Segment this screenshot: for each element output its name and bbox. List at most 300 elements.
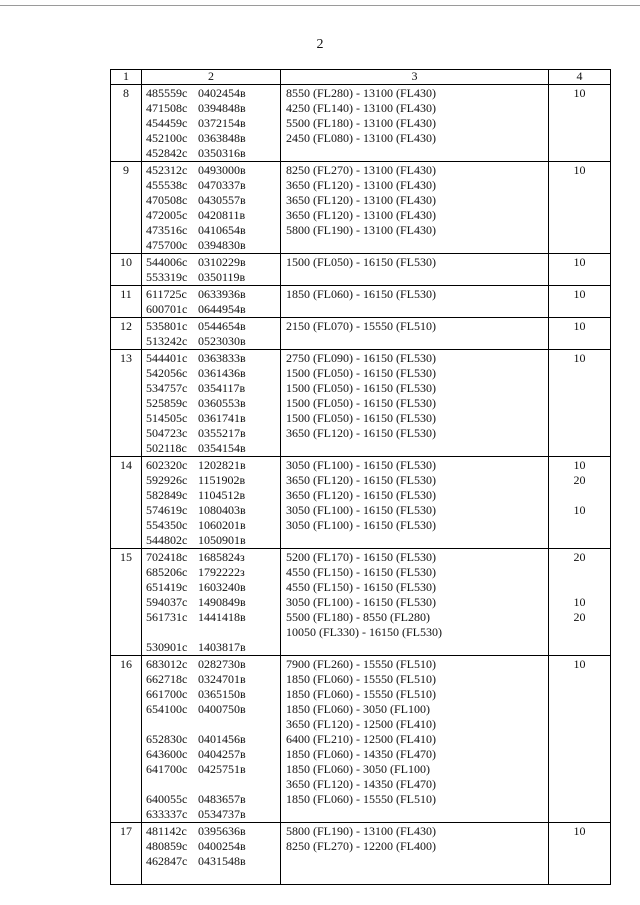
latitude: 662718с — [146, 672, 188, 686]
row-number: 15 — [111, 549, 142, 656]
coordinate-line — [142, 839, 280, 854]
value: 10 — [573, 351, 586, 365]
column-header: 1 — [111, 70, 142, 85]
coordinate-line — [142, 473, 280, 488]
coordinate-line — [142, 657, 280, 672]
longitude: 0402454в — [198, 86, 246, 100]
row-number: 16 — [111, 656, 142, 823]
coordinate-line — [142, 101, 280, 116]
latitude: 525859с — [146, 396, 188, 410]
longitude: 0365150в — [198, 687, 246, 701]
coordinate-line — [142, 747, 280, 762]
value-cell — [549, 162, 611, 254]
longitude: 0310229в — [198, 255, 246, 269]
value — [549, 178, 610, 193]
longitude: 1685824з — [198, 550, 245, 564]
latitude: 514505с — [146, 411, 188, 425]
flight-level-range: 1850 (FL060) - 3050 (FL100) — [286, 702, 430, 716]
value — [549, 640, 610, 655]
longitude: 0410654в — [198, 223, 246, 237]
value-cell — [549, 656, 611, 823]
value — [549, 839, 610, 854]
coordinates-cell — [142, 457, 281, 549]
coordinate-line — [142, 426, 280, 441]
value: 10 — [573, 595, 586, 609]
flight-level-range: 3650 (FL120) - 13100 (FL430) — [286, 208, 436, 222]
latitude: 480859с — [146, 839, 188, 853]
flight-level-range: 3650 (FL120) - 12500 (FL410) — [286, 717, 436, 731]
longitude: 0361436в — [198, 366, 246, 380]
coordinate-line — [142, 518, 280, 533]
airspace-table — [110, 69, 611, 885]
value: 10 — [573, 319, 586, 333]
coordinate-line — [142, 86, 280, 101]
flight-level-range: 1850 (FL060) - 3050 (FL100) — [286, 762, 430, 776]
longitude: 0483657в — [198, 792, 246, 806]
longitude: 0350316в — [198, 146, 246, 160]
flight-level-range: 5200 (FL170) - 16150 (FL530) — [286, 550, 436, 564]
coordinate-line — [142, 319, 280, 334]
latitude: 561731с — [146, 610, 188, 624]
latitude: 661700с — [146, 687, 188, 701]
value — [549, 792, 610, 807]
latitude: 544401с — [146, 351, 188, 365]
flight-level-range — [281, 146, 548, 161]
coordinate-line — [142, 595, 280, 610]
flight-level-range: 4550 (FL150) - 16150 (FL530) — [286, 565, 436, 579]
value — [549, 580, 610, 595]
flight-level-range: 3650 (FL120) - 16150 (FL530) — [286, 488, 436, 502]
longitude: 1151902в — [198, 473, 246, 487]
latitude: 643600с — [146, 747, 188, 761]
latitude: 475700с — [146, 238, 188, 252]
value-cell — [549, 549, 611, 656]
table-header-row — [111, 70, 611, 85]
value — [549, 687, 610, 702]
column-header: 4 — [549, 70, 611, 85]
flight-level-range: 3050 (FL100) - 16150 (FL530) — [286, 595, 436, 609]
latitude: 485559с — [146, 86, 188, 100]
flight-level-range: 4550 (FL150) - 16150 (FL530) — [286, 580, 436, 594]
coordinate-line — [142, 223, 280, 238]
longitude: 0544654в — [198, 319, 246, 333]
coordinate-line — [142, 458, 280, 473]
row-number: 9 — [111, 162, 142, 254]
latitude: 651419с — [146, 580, 188, 594]
longitude: 1050901в — [198, 533, 246, 547]
latitude: 592926с — [146, 473, 188, 487]
flight-level-range: 3650 (FL120) - 16150 (FL530) — [286, 473, 436, 487]
longitude: 0493000в — [198, 163, 246, 177]
latitude: 481142с — [146, 824, 187, 838]
latitude: 452312с — [146, 163, 188, 177]
value — [549, 193, 610, 208]
coordinate-line — [142, 777, 280, 792]
coordinate-line — [142, 270, 280, 285]
row-number: 11 — [111, 286, 142, 318]
coordinates-cell — [142, 254, 281, 286]
value: 10 — [573, 86, 586, 100]
coordinates-cell — [142, 823, 281, 885]
value — [549, 270, 610, 285]
longitude: 0404257в — [198, 747, 246, 761]
table-row — [111, 350, 611, 457]
table-row — [111, 162, 611, 254]
latitude: 513242с — [146, 334, 188, 348]
flight-levels-cell — [281, 318, 549, 350]
coordinate-line — [142, 640, 280, 655]
table-row — [111, 823, 611, 885]
coordinate-line — [142, 824, 280, 839]
latitude: 452100с — [146, 131, 188, 145]
coordinate-line — [142, 411, 280, 426]
flight-level-range: 5800 (FL190) - 13100 (FL430) — [286, 223, 436, 237]
table-row — [111, 254, 611, 286]
value: 10 — [573, 287, 586, 301]
flight-level-range: 2450 (FL080) - 13100 (FL430) — [286, 131, 436, 145]
value-cell — [549, 350, 611, 457]
coordinate-line — [142, 334, 280, 349]
coordinate-line — [142, 792, 280, 807]
coordinate-line — [142, 441, 280, 456]
latitude: 454459с — [146, 116, 188, 130]
longitude: 0363848в — [198, 131, 246, 145]
coordinate-line — [142, 163, 280, 178]
value-cell — [549, 286, 611, 318]
flight-level-range: 1850 (FL060) - 15550 (FL510) — [286, 672, 436, 686]
coordinate-line — [142, 366, 280, 381]
flight-level-range: 7900 (FL260) - 15550 (FL510) — [286, 657, 436, 671]
coordinate-line — [142, 717, 280, 732]
value: 20 — [573, 550, 586, 564]
coordinate-line — [142, 488, 280, 503]
latitude: 471508с — [146, 101, 188, 115]
value: 10 — [573, 255, 586, 269]
latitude: 542056с — [146, 366, 188, 380]
flight-levels-cell — [281, 549, 549, 656]
flight-levels-cell — [281, 656, 549, 823]
flight-level-range — [281, 533, 548, 548]
flight-level-range: 8250 (FL270) - 13100 (FL430) — [286, 163, 436, 177]
flight-level-range: 3650 (FL120) - 13100 (FL430) — [286, 178, 436, 192]
coordinate-line — [142, 732, 280, 747]
longitude: 1060201в — [198, 518, 246, 532]
coordinate-line — [142, 565, 280, 580]
table-row — [111, 656, 611, 823]
longitude: 0523030в — [198, 334, 246, 348]
coordinates-cell — [142, 549, 281, 656]
latitude: 652830с — [146, 732, 188, 746]
value: 10 — [573, 163, 586, 177]
table-row — [111, 457, 611, 549]
flight-level-range: 1500 (FL050) - 16150 (FL530) — [286, 381, 436, 395]
flight-level-range — [281, 807, 548, 822]
latitude: 654100с — [146, 702, 188, 716]
value — [549, 101, 610, 116]
value — [549, 396, 610, 411]
longitude: 1104512в — [198, 488, 246, 502]
coordinate-line — [142, 255, 280, 270]
coordinates-cell — [142, 162, 281, 254]
table-row — [111, 286, 611, 318]
flight-level-range — [281, 334, 548, 349]
coordinate-line — [142, 396, 280, 411]
latitude: 502118с — [146, 441, 187, 455]
coordinate-line — [142, 287, 280, 302]
value — [549, 302, 610, 317]
latitude: 472005с — [146, 208, 188, 222]
longitude: 0394848в — [198, 101, 246, 115]
coordinate-line — [142, 702, 280, 717]
flight-level-range — [281, 869, 548, 884]
value — [549, 777, 610, 792]
coordinate-line — [142, 381, 280, 396]
value — [549, 625, 610, 640]
flight-level-range: 2750 (FL090) - 16150 (FL530) — [286, 351, 436, 365]
value — [549, 441, 610, 456]
longitude: 0355217в — [198, 426, 246, 440]
flight-level-range: 5500 (FL180) - 8550 (FL280) — [286, 610, 430, 624]
longitude: 0354117в — [198, 381, 246, 395]
latitude: 544802с — [146, 533, 188, 547]
latitude: 462847с — [146, 854, 188, 868]
latitude: 641700с — [146, 762, 188, 776]
coordinate-line — [142, 854, 280, 869]
flight-levels-cell — [281, 457, 549, 549]
latitude: 470508с — [146, 193, 188, 207]
coordinate-line — [142, 533, 280, 548]
flight-level-range: 3650 (FL120) - 16150 (FL530) — [286, 426, 436, 440]
coordinates-cell — [142, 350, 281, 457]
longitude: 1441418в — [198, 610, 246, 624]
latitude: 594037с — [146, 595, 188, 609]
row-number: 13 — [111, 350, 142, 457]
latitude: 535801с — [146, 319, 188, 333]
longitude: 0282730в — [198, 657, 246, 671]
value — [549, 717, 610, 732]
latitude: 553319с — [146, 270, 188, 284]
flight-level-range: 3050 (FL100) - 16150 (FL530) — [286, 458, 436, 472]
value — [549, 411, 610, 426]
coordinate-line — [142, 351, 280, 366]
value-cell — [549, 254, 611, 286]
longitude: 0534737в — [198, 807, 246, 821]
coordinate-line — [142, 687, 280, 702]
coordinate-line — [142, 762, 280, 777]
value — [549, 747, 610, 762]
flight-level-range: 5500 (FL180) - 13100 (FL430) — [286, 116, 436, 130]
latitude: 582849с — [146, 488, 188, 502]
coordinate-line — [142, 131, 280, 146]
value — [549, 223, 610, 238]
coordinate-line — [142, 869, 280, 884]
value — [549, 366, 610, 381]
column-header: 2 — [142, 70, 281, 85]
flight-levels-cell — [281, 286, 549, 318]
flight-level-range: 1500 (FL050) - 16150 (FL530) — [286, 396, 436, 410]
longitude: 0644954в — [198, 302, 246, 316]
flight-level-range — [281, 238, 548, 253]
flight-level-range: 1850 (FL060) - 15550 (FL510) — [286, 792, 436, 806]
value — [549, 518, 610, 533]
value — [549, 565, 610, 580]
latitude: 544006с — [146, 255, 188, 269]
longitude: 1403817в — [198, 640, 246, 654]
coordinate-line — [142, 193, 280, 208]
value — [549, 762, 610, 777]
latitude: 611725с — [146, 287, 187, 301]
table-row — [111, 318, 611, 350]
column-header: 3 — [281, 70, 549, 85]
value — [549, 381, 610, 396]
flight-level-range: 1500 (FL050) - 16150 (FL530) — [286, 411, 436, 425]
longitude: 0360553в — [198, 396, 246, 410]
row-number: 8 — [111, 85, 142, 162]
flight-level-range: 3050 (FL100) - 16150 (FL530) — [286, 518, 436, 532]
longitude: 0400750в — [198, 702, 246, 716]
flight-levels-cell — [281, 254, 549, 286]
value — [549, 116, 610, 131]
flight-level-range: 8250 (FL270) - 12200 (FL400) — [286, 839, 436, 853]
row-number: 10 — [111, 254, 142, 286]
longitude: 1080403в — [198, 503, 246, 517]
coordinate-line — [142, 625, 280, 640]
value — [549, 869, 610, 884]
coordinate-line — [142, 550, 280, 565]
flight-level-range: 1500 (FL050) - 16150 (FL530) — [286, 255, 436, 269]
coordinate-line — [142, 208, 280, 223]
coordinates-cell — [142, 318, 281, 350]
longitude: 1792222з — [198, 565, 245, 579]
value — [549, 238, 610, 253]
value — [549, 854, 610, 869]
value — [549, 334, 610, 349]
table-row — [111, 549, 611, 656]
value: 10 — [573, 657, 586, 671]
flight-levels-cell — [281, 823, 549, 885]
longitude: 0361741в — [198, 411, 246, 425]
latitude: 455538с — [146, 178, 188, 192]
value — [549, 533, 610, 548]
value — [549, 208, 610, 223]
coordinate-line — [142, 238, 280, 253]
longitude: 0470337в — [198, 178, 246, 192]
value-cell — [549, 85, 611, 162]
longitude: 0324701в — [198, 672, 246, 686]
latitude: 640055с — [146, 792, 188, 806]
coordinate-line — [142, 116, 280, 131]
flight-level-range: 6400 (FL210) - 12500 (FL410) — [286, 732, 436, 746]
latitude: 633337с — [146, 807, 188, 821]
latitude: 600701с — [146, 302, 188, 316]
flight-level-range: 1500 (FL050) - 16150 (FL530) — [286, 366, 436, 380]
longitude: 1490849в — [198, 595, 246, 609]
flight-level-range — [281, 270, 548, 285]
flight-level-range: 3650 (FL120) - 13100 (FL430) — [286, 193, 436, 207]
value — [549, 807, 610, 822]
value: 20 — [573, 473, 586, 487]
table-row — [111, 85, 611, 162]
flight-levels-cell — [281, 350, 549, 457]
longitude: 0363833в — [198, 351, 246, 365]
longitude: 0400254в — [198, 839, 246, 853]
coordinate-line — [142, 807, 280, 822]
coordinate-line — [142, 178, 280, 193]
row-number: 12 — [111, 318, 142, 350]
latitude: 683012с — [146, 657, 188, 671]
flight-level-range: 3050 (FL100) - 16150 (FL530) — [286, 503, 436, 517]
flight-level-range — [281, 441, 548, 456]
coordinate-line — [142, 503, 280, 518]
value: 10 — [573, 503, 586, 517]
latitude: 602320с — [146, 458, 188, 472]
value — [549, 146, 610, 161]
flight-level-range: 8550 (FL280) - 13100 (FL430) — [286, 86, 436, 100]
coordinate-line — [142, 146, 280, 161]
coordinate-line — [142, 580, 280, 595]
longitude: 0395636в — [198, 824, 246, 838]
value — [549, 426, 610, 441]
row-number: 14 — [111, 457, 142, 549]
latitude: 574619с — [146, 503, 188, 517]
flight-level-range — [281, 302, 548, 317]
value — [549, 488, 610, 503]
value — [549, 672, 610, 687]
flight-level-range: 1850 (FL060) - 14350 (FL470) — [286, 747, 436, 761]
flight-level-range: 1850 (FL060) - 15550 (FL510) — [286, 687, 436, 701]
longitude: 0425751в — [198, 762, 246, 776]
longitude: 0633936в — [198, 287, 246, 301]
flight-level-range: 2150 (FL070) - 15550 (FL510) — [286, 319, 436, 333]
latitude: 473516с — [146, 223, 188, 237]
longitude: 0430557в — [198, 193, 246, 207]
longitude: 0350119в — [198, 270, 246, 284]
value: 20 — [573, 610, 586, 624]
flight-level-range: 3650 (FL120) - 14350 (FL470) — [286, 777, 436, 791]
top-rule — [0, 5, 640, 6]
latitude: 702418с — [146, 550, 188, 564]
flight-level-range — [281, 854, 548, 869]
longitude: 1202821в — [198, 458, 246, 472]
longitude: 0401456в — [198, 732, 246, 746]
coordinates-cell — [142, 85, 281, 162]
flight-level-range: 4250 (FL140) - 13100 (FL430) — [286, 101, 436, 115]
coordinates-cell — [142, 286, 281, 318]
value-cell — [549, 457, 611, 549]
longitude: 0394830в — [198, 238, 246, 252]
value: 10 — [573, 458, 586, 472]
value-cell — [549, 823, 611, 885]
longitude: 0431548в — [198, 854, 246, 868]
flight-level-range — [281, 640, 548, 655]
longitude: 0420811в — [198, 208, 246, 222]
coordinates-cell — [142, 656, 281, 823]
flight-levels-cell — [281, 85, 549, 162]
longitude: 0354154в — [198, 441, 246, 455]
flight-levels-cell — [281, 162, 549, 254]
flight-level-range: 10050 (FL330) - 16150 (FL530) — [286, 625, 442, 639]
latitude: 685206с — [146, 565, 188, 579]
coordinate-line — [142, 302, 280, 317]
latitude: 452842с — [146, 146, 188, 160]
latitude: 504723с — [146, 426, 188, 440]
latitude: 534757с — [146, 381, 188, 395]
flight-level-range: 1850 (FL060) - 16150 (FL530) — [286, 287, 436, 301]
longitude: 1603240в — [198, 580, 246, 594]
row-number: 17 — [111, 823, 142, 885]
latitude: 530901с — [146, 640, 188, 654]
value — [549, 131, 610, 146]
